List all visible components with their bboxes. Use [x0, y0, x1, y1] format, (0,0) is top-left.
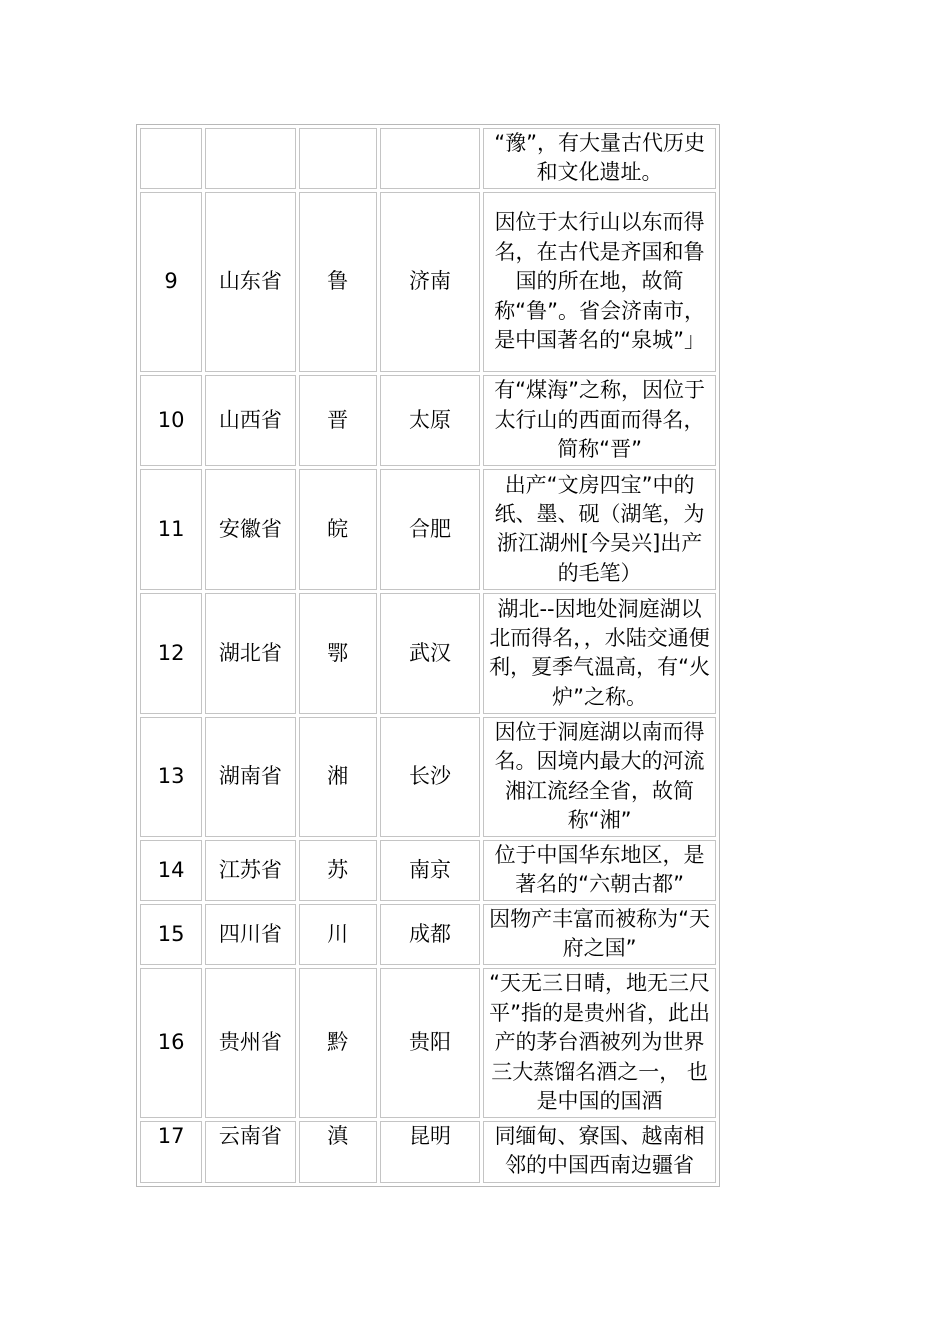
province-name: 江苏省 [205, 840, 295, 901]
province-table [136, 124, 720, 1187]
provincial-capital: 济南 [380, 192, 480, 372]
table-row [140, 128, 716, 189]
province-name: 四川省 [205, 904, 295, 965]
row-number [140, 128, 202, 189]
row-number: 15 [140, 904, 202, 965]
province-name: 贵州省 [205, 968, 295, 1118]
row-number: 9 [140, 192, 202, 372]
row-number: 13 [140, 717, 202, 837]
table-row [140, 593, 716, 714]
province-description: 因位于洞庭湖以南而得名。因境内最大的河流湘江流经全省，故简称“湘” [483, 717, 716, 837]
province-description: 因位于太行山以东而得名，在古代是齐国和鲁国的所在地，故简称“鲁”。省会济南市，是中国著名的“泉城”」 [483, 192, 716, 372]
row-number: 16 [140, 968, 202, 1118]
province-description: 湖北--因地处洞庭湖以北而得名，，水陆交通便利，夏季气温高，有“火炉”之称。 [483, 593, 716, 714]
province-description: 因物产丰富而被称为“天府之国” [483, 904, 716, 965]
provincial-capital [380, 128, 480, 189]
provincial-capital: 成都 [380, 904, 480, 965]
table-row [140, 375, 716, 466]
table-row [140, 840, 716, 901]
provincial-capital: 长沙 [380, 717, 480, 837]
province-description: 位于中国华东地区，是著名的“六朝古都” [483, 840, 716, 901]
row-number: 12 [140, 593, 202, 714]
table-row [140, 968, 716, 1118]
province-name: 湖南省 [205, 717, 295, 837]
province-abbreviation: 黔 [299, 968, 377, 1118]
row-number: 14 [140, 840, 202, 901]
table-row [140, 904, 716, 965]
province-abbreviation [299, 128, 377, 189]
province-abbreviation: 川 [299, 904, 377, 965]
province-abbreviation: 滇 [299, 1121, 377, 1183]
provincial-capital: 合肥 [380, 469, 480, 590]
provincial-capital: 贵阳 [380, 968, 480, 1118]
row-number: 11 [140, 469, 202, 590]
table-row [140, 717, 716, 837]
province-abbreviation: 鄂 [299, 593, 377, 714]
province-name: 山西省 [205, 375, 295, 466]
province-name: 山东省 [205, 192, 295, 372]
province-description: 有“煤海”之称，因位于太行山的西面而得名，简称“晋” [483, 375, 716, 466]
provincial-capital: 昆明 [380, 1121, 480, 1183]
table-row [140, 192, 716, 372]
province-description: 同缅甸、寮国、越南相邻的中国西南边疆省 [483, 1121, 716, 1183]
province-name: 湖北省 [205, 593, 295, 714]
provincial-capital: 南京 [380, 840, 480, 901]
province-description: “天无三日晴，地无三尺平”指的是贵州省，此出产的茅台酒被列为世界三大蒸馏名酒之一， 也是中国的国酒 [483, 968, 716, 1118]
province-abbreviation: 湘 [299, 717, 377, 837]
province-abbreviation: 皖 [299, 469, 377, 590]
province-abbreviation: 鲁 [299, 192, 377, 372]
province-description: 出产“文房四宝”中的纸、墨、砚（湖笔，为浙江湖州[今吴兴]出产的毛笔） [483, 469, 716, 590]
row-number: 17 [140, 1121, 202, 1183]
row-number: 10 [140, 375, 202, 466]
province-abbreviation: 晋 [299, 375, 377, 466]
province-name [205, 128, 295, 189]
province-description: “豫”，有大量古代历史和文化遗址。 [483, 128, 716, 189]
table-row [140, 1121, 716, 1183]
province-abbreviation: 苏 [299, 840, 377, 901]
province-name: 云南省 [205, 1121, 295, 1183]
province-name: 安徽省 [205, 469, 295, 590]
table-row [140, 469, 716, 590]
provincial-capital: 太原 [380, 375, 480, 466]
provincial-capital: 武汉 [380, 593, 480, 714]
